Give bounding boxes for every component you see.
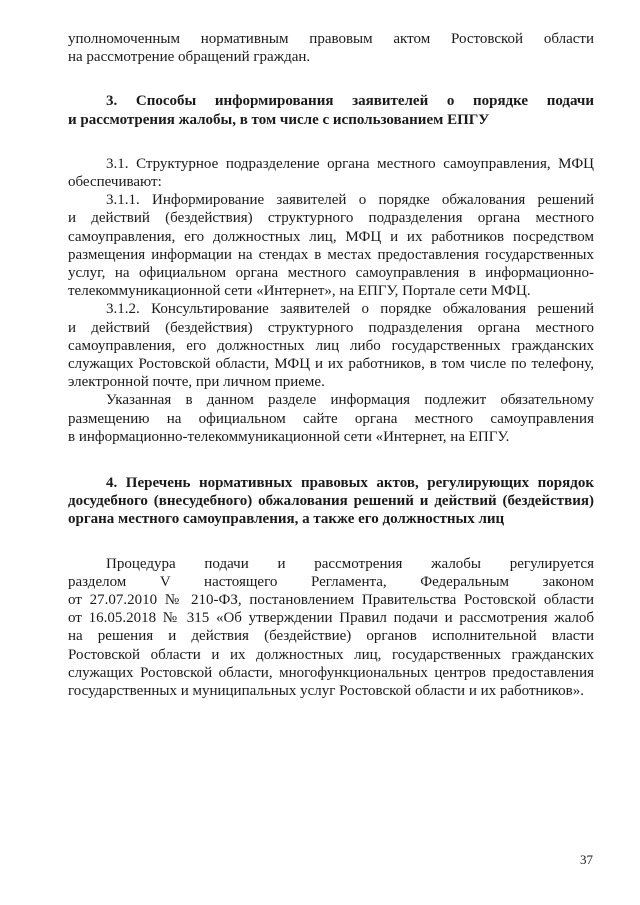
paragraph-info-placement xyxy=(68,391,594,446)
text-line: размещения информации на стендах в местах предоставления государственных xyxy=(68,246,594,263)
text-line: от 16.05.2018 № 315 «Об утверждении Правил подачи и рассмотрения жалоб xyxy=(68,610,594,627)
text-line: самоуправления, его должностных лиц, МФЦ и их работников посредством xyxy=(68,228,594,245)
text-line: на решения и действия (бездействие) органов исполнительной власти xyxy=(68,628,594,645)
text-line: Процедура подачи и рассмотрения жалобы регулируется xyxy=(106,555,594,572)
top-paragraph xyxy=(68,30,594,66)
text-line: на рассмотрение обращений граждан. xyxy=(68,49,311,66)
text-line: и действий (бездействия) структурного подразделения органа местного xyxy=(68,319,594,336)
text-line: Указанная в данном разделе информация подлежит обязательному xyxy=(106,392,594,409)
text-line: и действий (бездействия) структурного подразделения органа местного xyxy=(68,210,594,227)
text-line: служащих Ростовской области, МФЦ и их работников, в том числе по телефону, xyxy=(68,356,594,373)
text-line: государственных и муниципальных услуг Ростовской области и их работников». xyxy=(68,683,584,700)
paragraph-3-1-2 xyxy=(68,300,594,391)
section-4-body xyxy=(68,555,594,701)
text-line: 3.1.2. Консультирование заявителей о порядке обжалования решений xyxy=(106,301,594,318)
paragraph-3-1 xyxy=(68,155,594,191)
heading-line: 4. Перечень нормативных правовых актов, регулирующих порядок xyxy=(106,475,594,492)
text-line: услуг, на официальном органа местного самоуправления в информационно- xyxy=(68,265,594,282)
text-line: разделом V настоящего Регламента, Федеральным законом xyxy=(68,573,594,590)
page-number: 37 xyxy=(580,852,593,867)
heading-line: и рассмотрения жалобы, в том числе с использованием ЕПГУ xyxy=(68,111,490,128)
heading-line: 3. Способы информирования заявителей о порядке подачи xyxy=(106,93,594,110)
text-line: в информационно-телекоммуникационной сети «Интернет, на ЕПГУ. xyxy=(68,428,510,445)
text-line: 3.1. Структурное подразделение органа местного самоуправления, МФЦ xyxy=(106,155,594,172)
text-line: от 27.07.2010 № 210-ФЗ, постановлением Правительства Ростовской области xyxy=(68,592,594,609)
text-line: самоуправления, его должностных лиц либо государственных гражданских xyxy=(68,337,594,354)
section-4-heading xyxy=(68,474,594,529)
text-line: размещению на официальном сайте органа местного самоуправления xyxy=(68,410,594,427)
text-line: уполномоченным нормативным правовым актом Ростовской области xyxy=(68,31,594,47)
section-3-heading xyxy=(68,92,594,128)
text-line: телекоммуникационной сети «Интернет», на ЕПГУ, Портале сети МФЦ. xyxy=(68,283,531,300)
heading-line: досудебного (внесудебного) обжалования решений и действий (бездействия) xyxy=(68,493,594,510)
text-line: Ростовской области и их должностных лиц, государственных гражданских xyxy=(68,646,594,663)
paragraph-3-1-1 xyxy=(68,191,594,300)
text-line: обеспечивают: xyxy=(68,174,162,191)
document-page xyxy=(68,30,594,700)
text-line: 3.1.1. Информирование заявителей о порядке обжалования решений xyxy=(106,192,594,209)
text-line: служащих Ростовской области, многофункциональных центров предоставления xyxy=(68,664,594,681)
heading-line: органа местного самоуправления, а также его должностных лиц xyxy=(68,511,505,528)
text-line: электронной почте, при личном приеме. xyxy=(68,374,325,391)
